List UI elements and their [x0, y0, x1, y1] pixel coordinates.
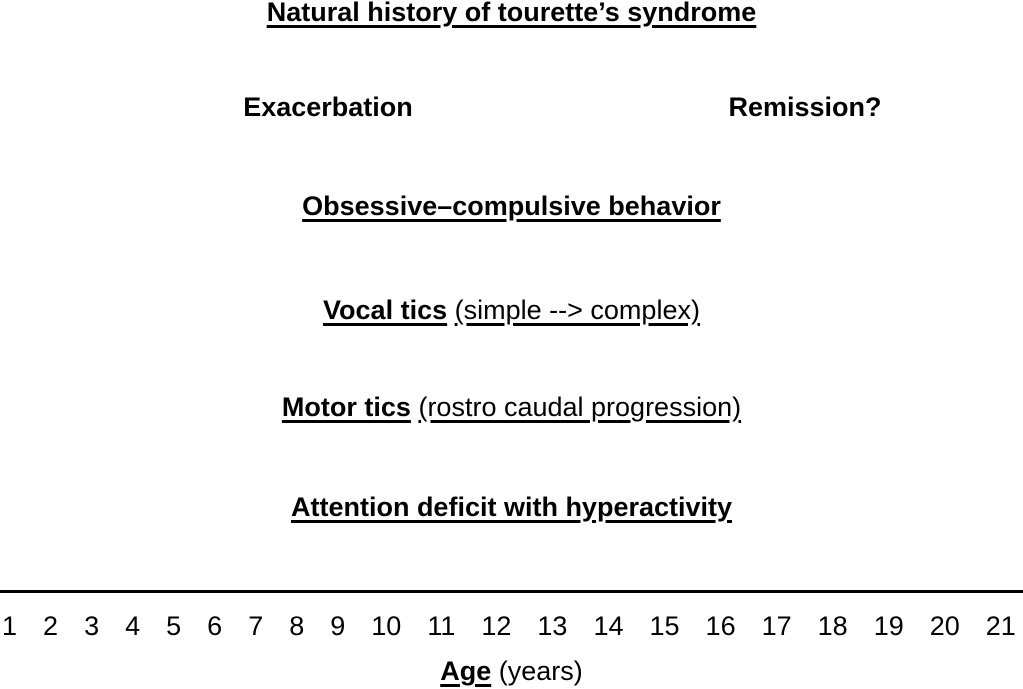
axis-tick-5: 5 [166, 611, 182, 641]
axis-tick-7: 7 [248, 611, 264, 641]
axis-tick-21: 21 [985, 611, 1016, 641]
feature-name: Attention deficit with hyperactivity [290, 492, 733, 522]
axis-tick-8: 8 [289, 611, 305, 641]
age-axis-label-unit: (years) [498, 656, 583, 686]
axis-tick-16: 16 [705, 611, 736, 641]
axis-tick-10: 10 [371, 611, 402, 641]
axis-tick-19: 19 [873, 611, 904, 641]
axis-tick-15: 15 [649, 611, 680, 641]
axis-tick-20: 20 [929, 611, 960, 641]
feature-row-vocal-tics [0, 294, 1023, 326]
age-axis-ticks [0, 610, 1023, 642]
feature-row-obsessive-compulsive [0, 190, 1023, 222]
feature-name: Motor tics [281, 392, 411, 422]
axis-tick-1: 1 [2, 611, 18, 641]
axis-tick-17: 17 [761, 611, 792, 641]
feature-name: Obsessive–compulsive behavior [302, 191, 721, 221]
feature-detail: (simple --> complex) [454, 295, 700, 325]
phase-label-exacerbation: Exacerbation [243, 92, 413, 122]
axis-tick-14: 14 [593, 611, 624, 641]
age-axis-line [0, 590, 1023, 593]
feature-detail: (rostro caudal progression) [418, 392, 742, 422]
feature-row-attention-deficit [0, 491, 1023, 523]
age-axis-label-word: Age [440, 656, 492, 686]
feature-row-motor-tics [0, 391, 1023, 423]
axis-tick-6: 6 [207, 611, 223, 641]
age-axis-label [0, 655, 1023, 687]
axis-tick-9: 9 [330, 611, 346, 641]
phase-label-remission: Remission? [728, 92, 882, 122]
axis-tick-4: 4 [125, 611, 141, 641]
axis-tick-2: 2 [43, 611, 59, 641]
axis-tick-13: 13 [537, 611, 568, 641]
feature-name: Vocal tics [323, 295, 448, 325]
axis-tick-12: 12 [481, 611, 512, 641]
axis-tick-11: 11 [427, 611, 456, 641]
figure-title: Natural history of tourette’s syndrome [266, 0, 757, 27]
axis-tick-3: 3 [84, 611, 100, 641]
axis-tick-18: 18 [817, 611, 848, 641]
